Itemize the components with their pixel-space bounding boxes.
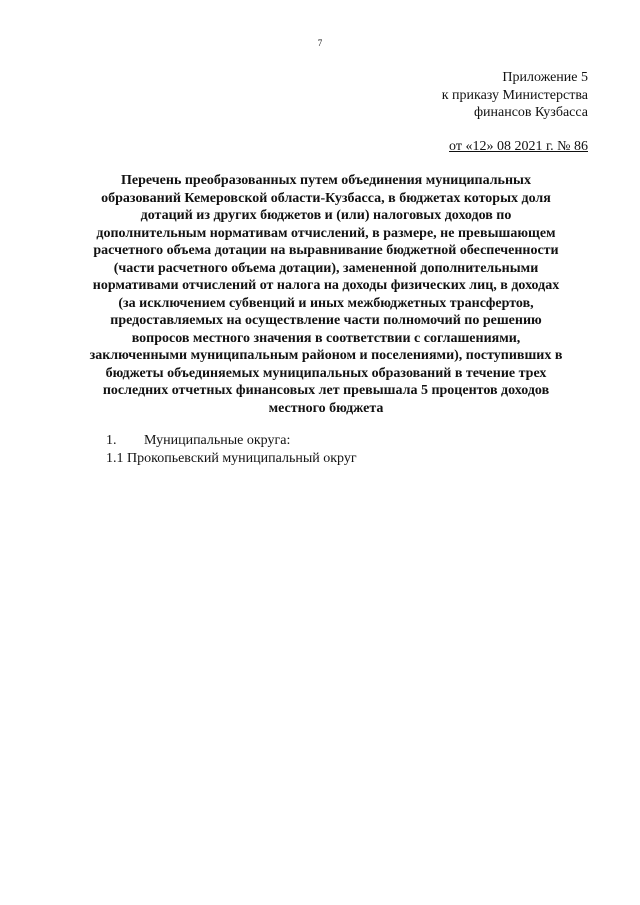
list-item: [106, 432, 357, 450]
document-title: [62, 172, 590, 417]
title-line: дотаций из других бюджетов и (или) налоговых доходов по: [140, 208, 512, 223]
title-line: Перечень преобразованных путем объединения муниципальных: [121, 173, 531, 188]
appendix-line: Приложение 5: [502, 70, 588, 85]
list-item-number: 1.: [106, 433, 117, 448]
municipality-list: [106, 432, 357, 468]
title-line: бюджеты объединяемых муниципальных образований в течение трех: [105, 365, 547, 381]
title-line: местного бюджета: [268, 400, 384, 416]
title-line: образований Кемеровской области-Кузбасса, в бюджетах которых доля: [101, 190, 551, 206]
title-line: заключенными муниципальным районом и поселениями), поступивших в: [89, 348, 563, 363]
title-line: (части расчетного объема дотации), замененной дополнительными: [113, 260, 539, 276]
page-number: 7: [317, 38, 323, 48]
title-line: (за исключением субвенций и иных межбюджетных трансфертов,: [118, 295, 534, 311]
appendix-header: [442, 69, 588, 122]
title-line: предоставляемых на осуществление части полномочий по решению: [110, 313, 542, 328]
title-line: дополнительным нормативам отчислений, в размере, не превышающем: [96, 225, 556, 241]
appendix-line: финансов Кузбасса: [473, 105, 588, 120]
order-reference: от «12» 08 2021 г. № 86: [449, 139, 588, 154]
title-line: вопросов местного значения в соответствии с соглашениями,: [131, 330, 521, 346]
list-item: 1.1 Прокопьевский муниципальный округ: [106, 451, 357, 466]
title-line: расчетного объема дотации на выравнивание бюджетной обеспеченности: [93, 243, 559, 258]
title-line: последних отчетных финансовых лет превышала 5 процентов доходов: [102, 383, 550, 398]
list-item-text: Муниципальные округа:: [144, 433, 291, 448]
appendix-line: к приказу Министерства: [441, 87, 588, 103]
title-line: нормативами отчислений от налога на доходы физических лиц, в доходах: [92, 278, 560, 293]
